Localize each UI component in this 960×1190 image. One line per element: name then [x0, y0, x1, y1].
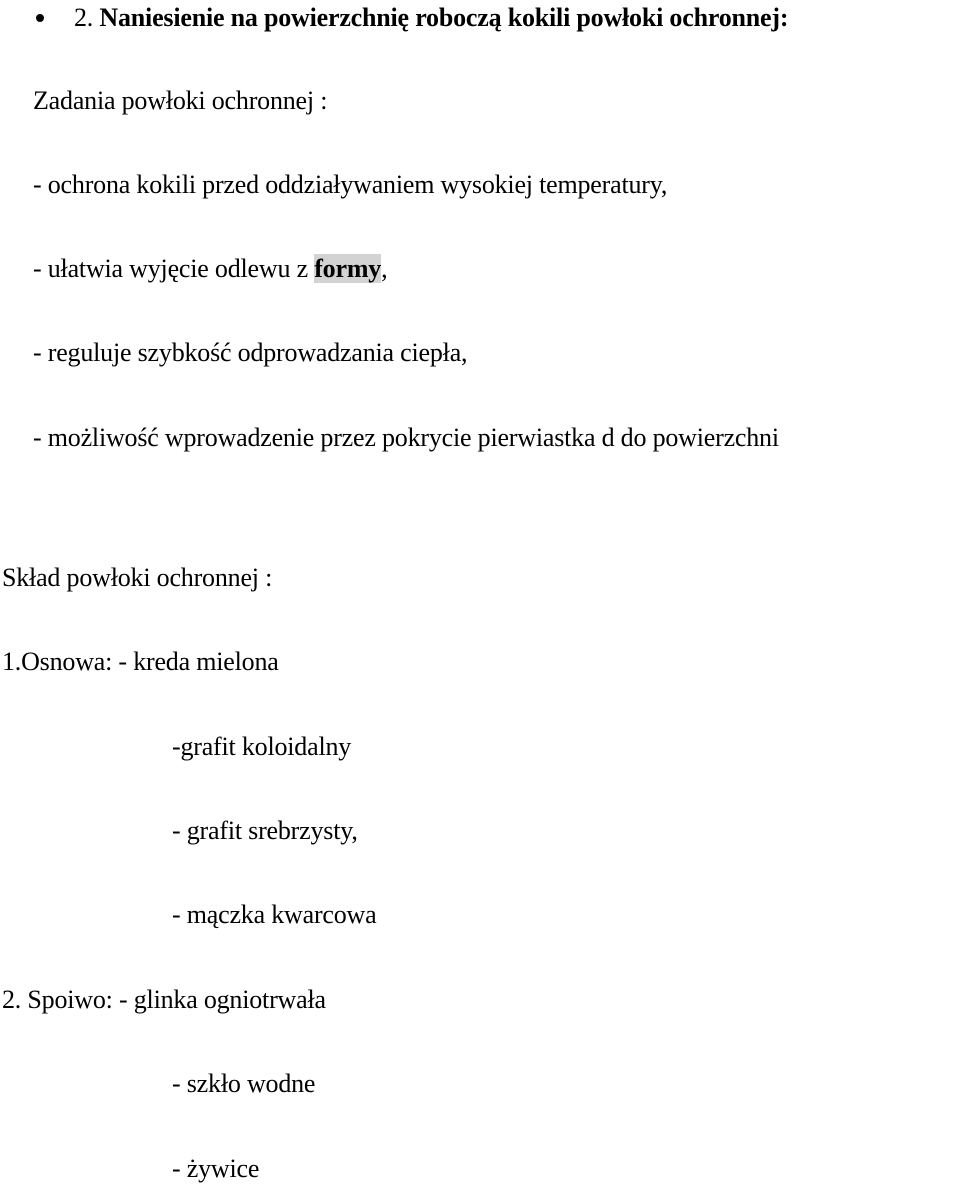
highlighted-word: formy	[314, 254, 382, 283]
task-item-text: - ułatwia wyjęcie odlewu z	[33, 254, 315, 283]
task-item	[33, 253, 387, 285]
section-heading	[36, 2, 788, 34]
base-line: 1.Osnowa: - kreda mielona	[2, 647, 279, 676]
composition-title: Skład powłoki ochronnej :	[2, 563, 273, 592]
binder-item: - żywice	[172, 1154, 260, 1183]
binder-item: - szkło wodne	[172, 1069, 316, 1098]
base-item: - grafit srebrzysty,	[172, 816, 358, 845]
binder-line: 2. Spoiwo: - glinka ogniotrwała	[2, 985, 326, 1014]
section-title: Naniesienie na powierzchnię roboczą kokili powłoki ochronnej:	[99, 3, 789, 32]
section-number: 2.	[74, 3, 94, 32]
task-item-suffix: ,	[381, 254, 388, 283]
tasks-title: Zadania powłoki ochronnej :	[33, 86, 328, 115]
task-item: - reguluje szybkość odprowadzania ciepła,	[33, 338, 468, 367]
base-item: - mączka kwarcowa	[172, 900, 377, 929]
task-item: - możliwość wprowadzenie przez pokrycie pierwiastka d do powierzchni	[33, 423, 779, 452]
base-item: -grafit koloidalny	[172, 732, 352, 761]
bullet-icon	[36, 14, 44, 22]
task-item: - ochrona kokili przed oddziaływaniem wysokiej temperatury,	[33, 170, 668, 199]
